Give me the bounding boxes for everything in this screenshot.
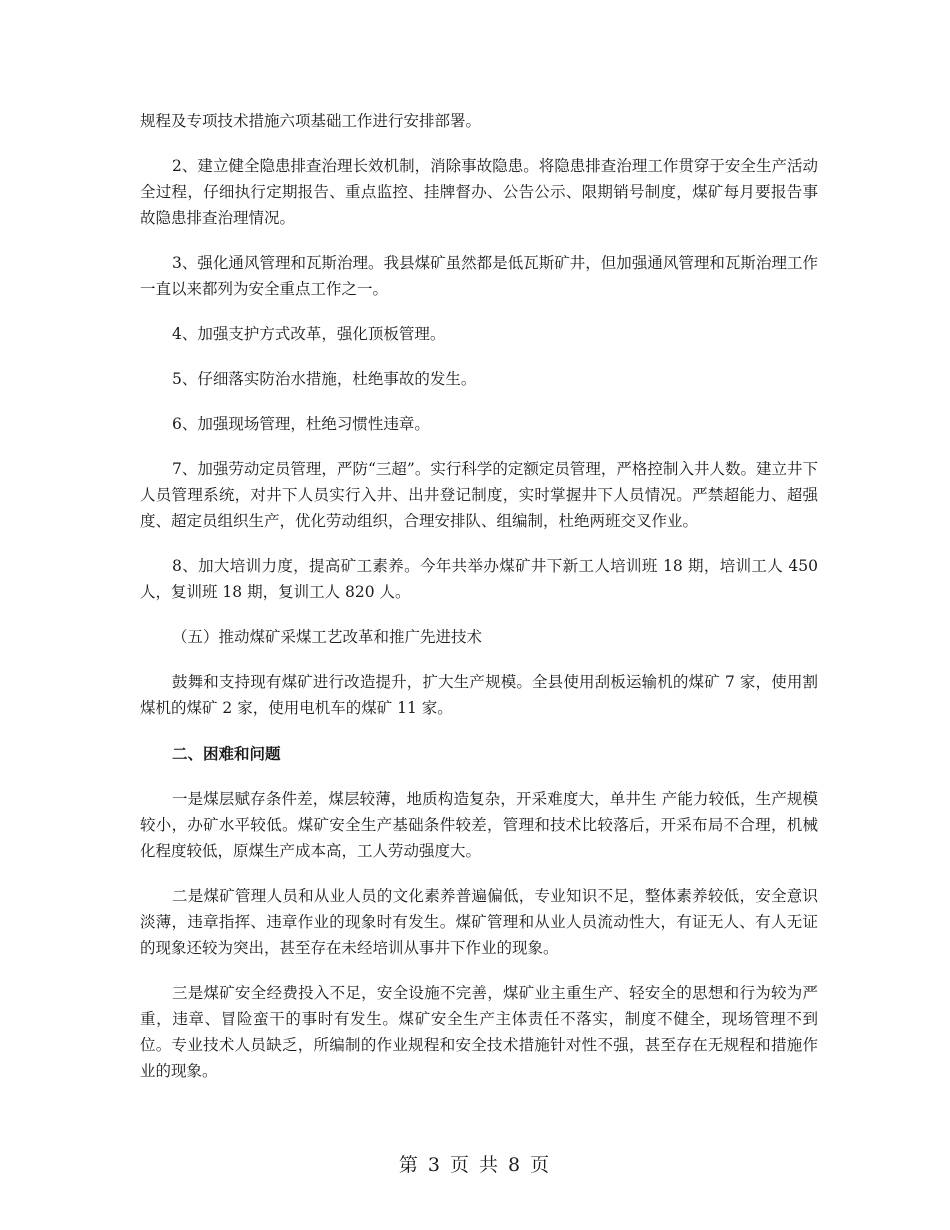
problem-paragraph-2: 二是煤矿管理人员和从业人员的文化素养普遍偏低，专业知识不足，整体素养较低，安全意识淡薄，违章指挥、违章作业的现象时有发生。煤矿管理和从业人员流动性大，有证无人、有人无证的现象还较为突出，甚至存在未经培训从事井下作业的现象。 [140, 887, 818, 957]
section-heading: 二、困难和问题 [172, 744, 281, 763]
document-body [140, 108, 818, 1103]
paragraph-item-2: 2、建立健全隐患排查治理长效机制，消除事故隐患。将隐患排查治理工作贯穿于安全生产活动全过程，仔细执行定期报告、重点监控、挂牌督办、公告公示、限期销号制度，煤矿每月要报告事故隐患排查治理情况。 [140, 157, 818, 227]
paragraph-item-7: 7、加强劳动定员管理，严防“三超”。实行科学的定额定员管理，严格控制入井人数。建立井下人员管理系统，对井下人员实行入井、出井登记制度，实时掌握井下人员情况。严禁超能力、超强度、超定员组织生产，优化劳动组织，合理安排队、组编制，杜绝两班交叉作业。 [140, 460, 818, 530]
paragraph-item-3: 3、强化通风管理和瓦斯治理。我县煤矿虽然都是低瓦斯矿井，但加强通风管理和瓦斯治理工作一直以来都列为安全重点工作之一。 [140, 254, 818, 298]
paragraph-continuation: 规程及专项技术措施六项基础工作进行安排部署。 [140, 112, 482, 130]
paragraph-item-5: 5、仔细落实防治水措施，杜绝事故的发生。 [172, 370, 477, 388]
page-number-footer: 第 3 页 共 8 页 [398, 1154, 552, 1176]
paragraph-item-4: 4、加强支护方式改革，强化顶板管理。 [172, 325, 446, 343]
paragraph-item-6: 6、加强现场管理，杜绝习惯性违章。 [172, 415, 430, 433]
paragraph-technology: 鼓舞和支持现有煤矿进行改造提升，扩大生产规模。全县使用刮板运输机的煤矿 7 家，使用割煤机的煤矿 2 家，使用电机车的煤矿 11 家。 [140, 673, 818, 717]
subsection-title-5: （五）推动煤矿采煤工艺改革和推广先进技术 [172, 628, 483, 646]
problem-paragraph-1: 一是煤层赋存条件差，煤层较薄，地质构造复杂，开采难度大，单井生 产能力较低，生产规模较小，办矿水平较低。煤矿安全生产基础条件较差，管理和技术比较落后，开采布局不合理，机械化程度较低，原煤生产成本高，工人劳动强度大。 [140, 790, 818, 860]
paragraph-item-8: 8、加大培训力度，提高矿工素养。今年共举办煤矿井下新工人培训班 18 期，培训工人 450 人，复训班 18 期，复训工人 820 人。 [140, 557, 818, 601]
problem-paragraph-3: 三是煤矿安全经费投入不足，安全设施不完善，煤矿业主重生产、轻安全的思想和行为较为严重，违章、冒险蛮干的事时有发生。煤矿安全生产主体责任不落实，制度不健全，现场管理不到位。专业技术人员缺乏，所编制的作业规程和安全技术措施针对性不强，甚至存在无规程和措施作业的现象。 [140, 984, 818, 1080]
